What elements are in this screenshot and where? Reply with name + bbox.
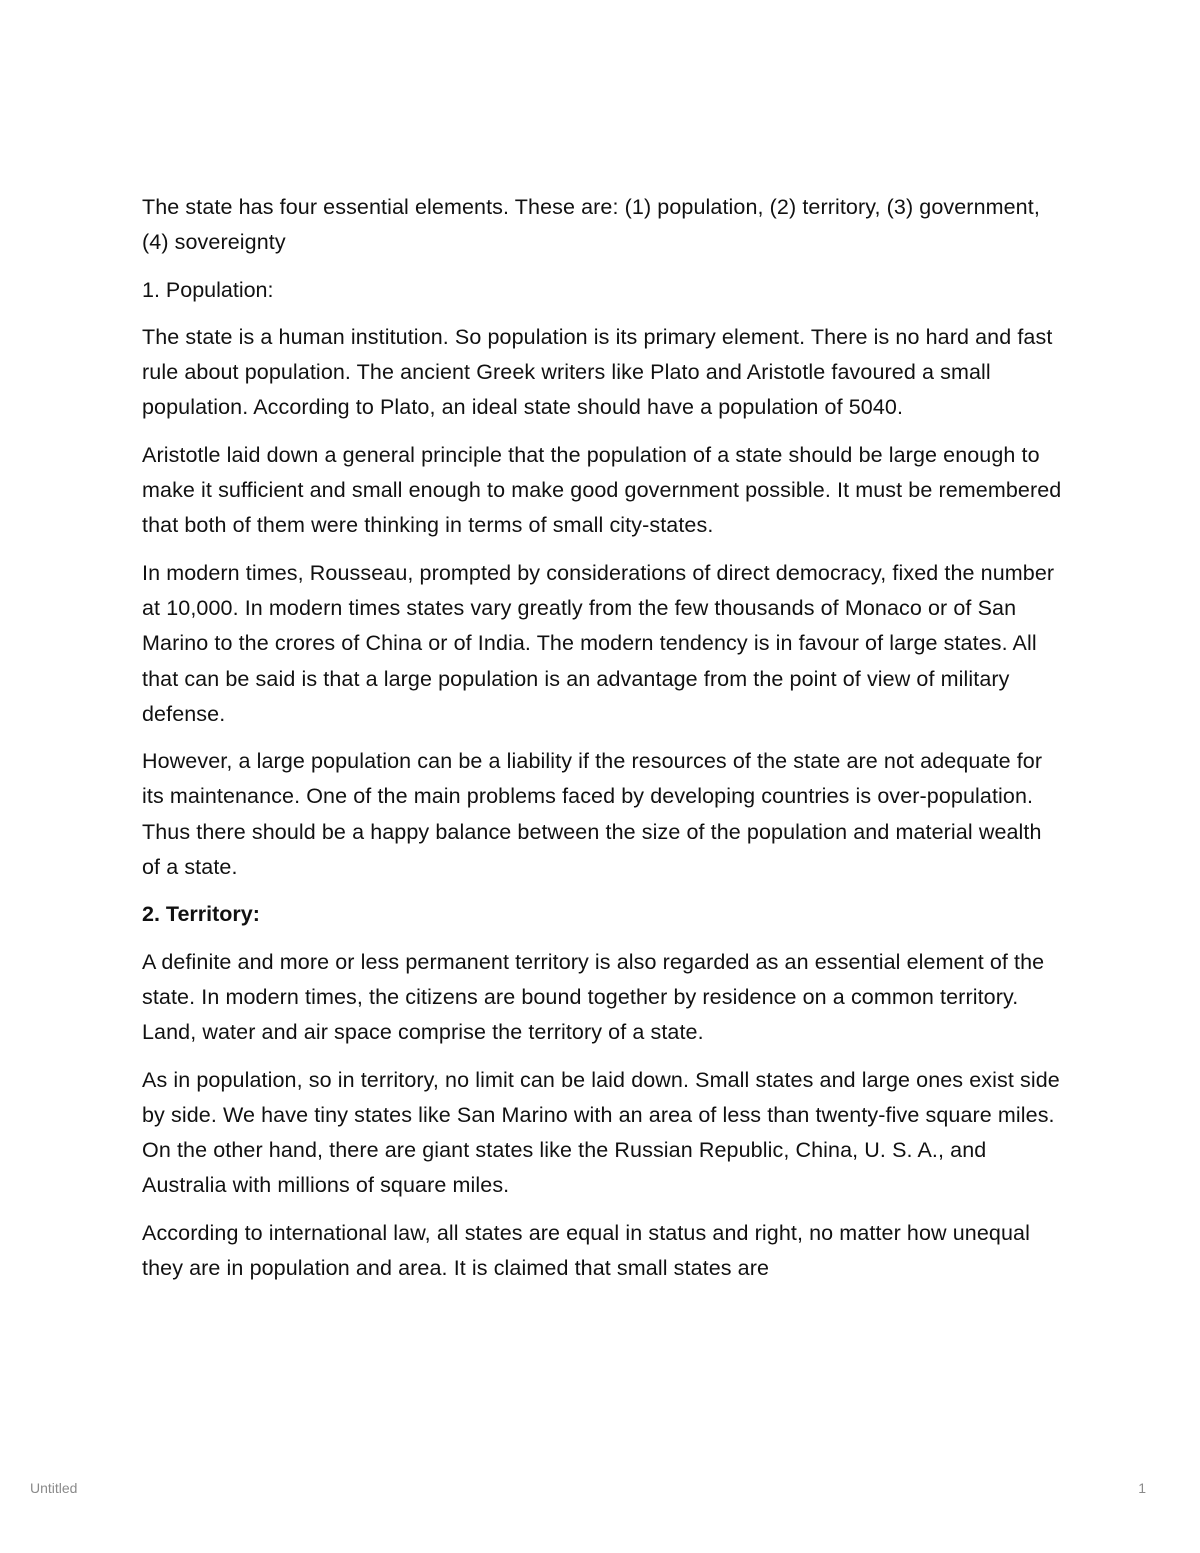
section-heading-population: 1. Population: [142, 277, 274, 302]
footer-page-number: 1 [1138, 1480, 1146, 1496]
intro-paragraph: The state has four essential elements. These are: (1) population, (2) territory, (3) government, (4) sovereignty [142, 195, 1040, 255]
document-body [142, 190, 1062, 1298]
paragraph: However, a large population can be a liability if the resources of the state are not adequate for its maintenance. One of the main problems faced by developing countries is over-population. Thus there should be a happy balance between the size of the population and material wealth of a state. [142, 749, 1043, 880]
paragraph: A definite and more or less permanent territory is also regarded as an essential element of the state. In modern times, the citizens are bound together by residence on a common territory. Land, water and air space comprise the territory of a state. [142, 949, 1045, 1045]
section-heading-territory: 2. Territory: [142, 902, 260, 927]
paragraph: As in population, so in territory, no limit can be laid down. Small states and large ones exist side by side. We have tiny states like San Marino with an area of less than twenty-five square miles. On the other hand, there are giant states like the Russian Republic, China, U. S. A., and Australia with millions of square miles. [142, 1067, 1060, 1198]
paragraph: The state is a human institution. So population is its primary element. There is no hard and fast rule about population. The ancient Greek writers like Plato and Aristotle favoured a small population. According to Plato, an ideal state should have a population of 5040. [142, 324, 1053, 420]
paragraph: Aristotle laid down a general principle that the population of a state should be large enough to make it sufficient and small enough to make good government possible. It must be remembered that both of them were thinking in terms of small city-states. [142, 442, 1062, 538]
paragraph: In modern times, Rousseau, prompted by considerations of direct democracy, fixed the number at 10,000. In modern times states vary greatly from the few thousands of Monaco or of San Marino to the crores of China or of India. The modern tendency is in favour of large states. All that can be said is that a large population is an advantage from the point of view of military defense. [142, 560, 1055, 726]
paragraph: According to international law, all states are equal in status and right, no matter how unequal they are in population and area. It is claimed that small states are [142, 1220, 1030, 1281]
footer-document-title: Untitled [30, 1480, 78, 1496]
